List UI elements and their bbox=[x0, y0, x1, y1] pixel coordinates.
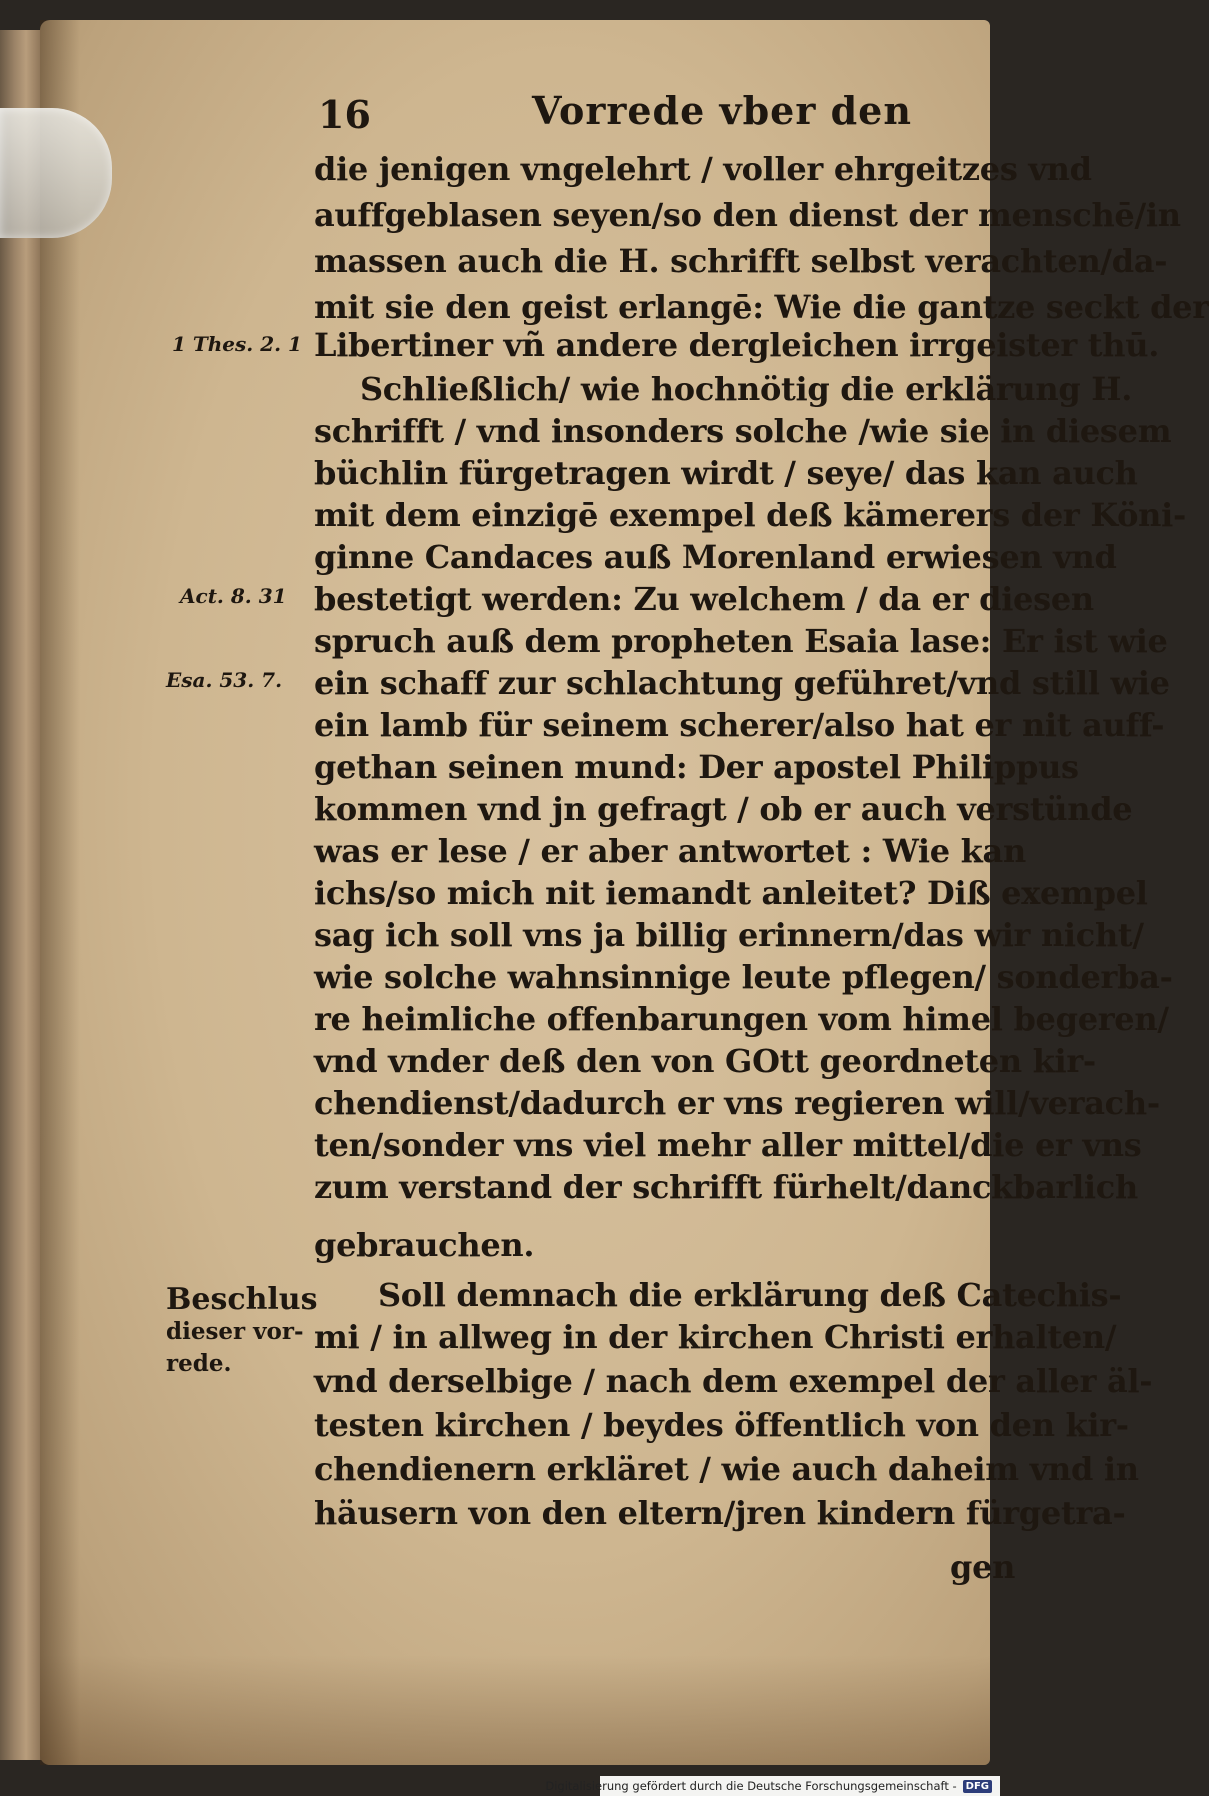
body-line: zum verstand der schrifft fürhelt/danckbarlich bbox=[314, 1168, 1138, 1206]
body-line: Libertiner vñ andere dergleichen irrgeister thū. bbox=[314, 326, 1160, 364]
body-line: chendienern erkläret / wie auch daheim vnd in bbox=[314, 1450, 1139, 1488]
margin-note-thes: 1 Thes. 2. 1 bbox=[172, 332, 302, 356]
body-line: ginne Candaces auß Morenland erwiesen vnd bbox=[314, 538, 1117, 576]
body-line: Soll demnach die erklärung deß Catechis- bbox=[378, 1276, 1122, 1314]
margin-note-act: Act. 8. 31 bbox=[180, 584, 287, 608]
page-number: 16 bbox=[318, 92, 371, 137]
body-line: massen auch die H. schrifft selbst verachten/da- bbox=[314, 242, 1168, 280]
margin-note-beschlus-line2: dieser vor- bbox=[166, 1318, 304, 1345]
body-line: häusern von den eltern/jren kindern fürgetra- bbox=[314, 1494, 1126, 1532]
body-line: sag ich soll vns ja billig erinnern/das wir nicht/ bbox=[314, 916, 1144, 954]
body-line: gethan seinen mund: Der apostel Philippus bbox=[314, 748, 1079, 786]
body-line: chendienst/dadurch er vns regieren will/verach- bbox=[314, 1084, 1160, 1122]
body-line: büchlin fürgetragen wirdt / seye/ das kan auch bbox=[314, 454, 1138, 492]
body-line: vnd vnder deß den von GOtt geordneten kir- bbox=[314, 1042, 1096, 1080]
margin-note-beschlus-line3: rede. bbox=[166, 1350, 232, 1377]
body-line: wie solche wahnsinnige leute pflegen/ sonderba- bbox=[314, 958, 1173, 996]
body-line: gebrauchen. bbox=[314, 1226, 535, 1264]
body-line: schrifft / vnd insonders solche /wie sie in diesem bbox=[314, 412, 1172, 450]
body-line: mit dem einzigē exempel deß kämerers der Köni- bbox=[314, 496, 1186, 534]
catchword: gen bbox=[950, 1548, 1016, 1586]
digitization-footer bbox=[545, 1776, 1000, 1796]
dfg-logo-icon: DFG bbox=[963, 1780, 992, 1793]
body-line: kommen vnd jn gefragt / ob er auch verstünde bbox=[314, 790, 1133, 828]
body-line: mit sie den geist erlangē: Wie die gantze seckt der bbox=[314, 288, 1209, 326]
body-line: auffgeblasen seyen/so den dienst der menschē/in bbox=[314, 196, 1181, 234]
margin-note-beschlus bbox=[166, 1284, 318, 1380]
body-line: was er lese / er aber antwortet : Wie kan bbox=[314, 832, 1026, 870]
body-line: spruch auß dem propheten Esaia lase: Er ist wie bbox=[314, 622, 1168, 660]
margin-note-beschlus-title: Beschlus bbox=[166, 1282, 318, 1317]
body-line: Schließlich/ wie hochnötig die erklärung H. bbox=[360, 370, 1133, 408]
running-head: Vorrede vber den bbox=[532, 88, 912, 133]
body-line: bestetigt werden: Zu welchem / da er diesen bbox=[314, 580, 1094, 618]
body-line: testen kirchen / beydes öffentlich von den kir- bbox=[314, 1406, 1129, 1444]
body-line: ein lamb für seinem scherer/also hat er nit auff- bbox=[314, 706, 1165, 744]
margin-note-esa: Esa. 53. 7. bbox=[166, 668, 283, 692]
footer-credit: Digitalisierung gefördert durch die Deutsche Forschungsgemeinschaft - bbox=[545, 1779, 957, 1793]
body-line: ten/sonder vns viel mehr aller mittel/die er vns bbox=[314, 1126, 1142, 1164]
body-line: ichs/so mich nit iemandt anleitet? Diß exempel bbox=[314, 874, 1148, 912]
body-line: re heimliche offenbarungen vom himel begeren/ bbox=[314, 1000, 1169, 1038]
body-line: mi / in allweg in der kirchen Christi erhalten/ bbox=[314, 1318, 1117, 1356]
body-line: die jenigen vngelehrt / voller ehrgeitzes vnd bbox=[314, 150, 1092, 188]
body-line: vnd derselbige / nach dem exempel der aller äl- bbox=[314, 1362, 1153, 1400]
body-line: ein schaff zur schlachtung geführet/vnd still wie bbox=[314, 664, 1170, 702]
